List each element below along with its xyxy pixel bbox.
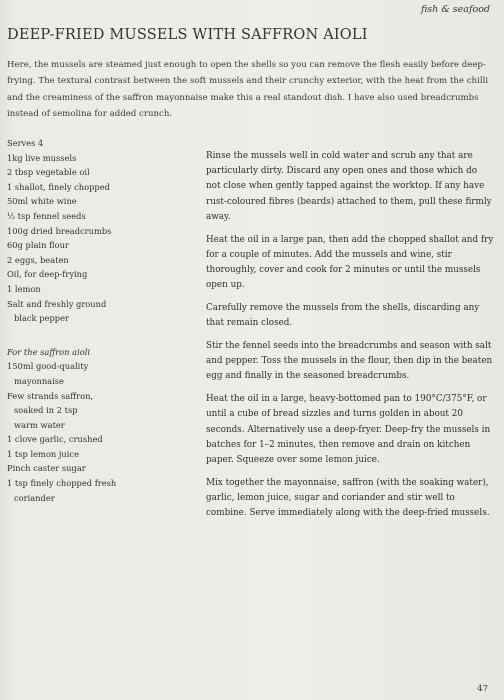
ingredient-item: 1 lemon <box>7 283 41 294</box>
ingredient-item: 60g plain flour <box>7 240 69 251</box>
aioli-ingredient-item: Few strands saffron, <box>7 390 94 401</box>
method-step: Stir the fennel seeds into the breadcrumbs and season with salt and pepper. Toss the mussels in the flour, then dip in the beaten egg and finally in the seasoned breadcrumbs. <box>206 341 493 382</box>
ingredient-item: 1 shallot, finely chopped <box>7 181 110 192</box>
ingredient-item: 100g dried breadcrumbs <box>7 225 112 236</box>
aioli-ingredient-item: Pinch caster sugar <box>7 463 86 474</box>
ingredient-item-continued: black pepper <box>14 313 69 324</box>
ingredient-item: 50ml white wine <box>7 196 77 207</box>
aioli-heading: For the saffron aioli <box>7 346 91 357</box>
ingredients-list <box>7 136 187 505</box>
method-step: Carefully remove the mussels from the shells, discarding any that remain closed. <box>206 303 480 329</box>
aioli-ingredient-item-continued: coriander <box>14 492 55 503</box>
serves-line: Serves 4 <box>7 138 44 148</box>
ingredient-item: Oil, for deep-frying <box>7 269 88 280</box>
ingredient-item: 2 tbsp vegetable oil <box>7 167 90 178</box>
aioli-ingredient-item: 1 tsp finely chopped fresh <box>7 478 117 489</box>
aioli-ingredient-item-continued: soaked in 2 tsp <box>14 405 78 416</box>
ingredient-item: Salt and freshly ground <box>7 298 107 309</box>
ingredient-item: ½ tsp fennel seeds <box>7 210 86 221</box>
aioli-ingredient-item: 1 tsp lemon juice <box>7 448 79 459</box>
page-number: 47 <box>477 684 488 694</box>
method-step: Heat the oil in a large pan, then add the chopped shallot and fry for a couple of minutes. Add the mussels and wine, stir thoroughly, cover and cook for 2 minutes or until the mussels open up. <box>206 234 494 291</box>
aioli-ingredient-item-continued: mayonnaise <box>14 375 64 386</box>
running-head: fish & seafood <box>420 4 490 15</box>
method-step: Mix together the mayonnaise, saffron (with the soaking water), garlic, lemon juice, sugar and coriander and stir well to combine. Serve immediately along with the deep-fried mussels. <box>206 477 490 519</box>
method-step: Rinse the mussels well in cold water and scrub any that are particularly dirty. Discard any open ones and those which do not close when gently tapped against the worktop. If any have rust-coloured fibres (beards) attached to them, pull these firmly away. <box>206 151 492 222</box>
aioli-ingredient-item: 150ml good-quality <box>7 361 89 372</box>
aioli-ingredient-item: 1 clove garlic, crushed <box>7 434 103 445</box>
method-step: Heat the oil in a large, heavy-bottomed pan to 190°C/375°F, or until a cube of bread sizzles and turns golden in about 20 seconds. Alternatively use a deep-fryer. Deep-fry the mussels in batches for 1–2 minutes, then remove and drain on kitchen paper. Squeeze over some lemon juice. <box>206 394 491 466</box>
aioli-ingredient-item-continued: warm water <box>14 419 65 430</box>
ingredient-item: 1kg live mussels <box>7 152 77 163</box>
ingredient-item: 2 eggs, beaten <box>7 254 69 265</box>
recipe-title: DEEP-FRIED MUSSELS WITH SAFFRON AIOLI <box>7 27 368 43</box>
method-steps <box>206 149 494 529</box>
recipe-intro: Here, the mussels are steamed just enough to open the shells so you can remove the flesh easily before deep-frying. The textural contrast between the soft mussels and their crunchy exterior, with the heat from the chilli and the creaminess of the saffron mayonnaise make this a real standout dish. I have also used breadcrumbs instead of semolina for added crunch. <box>7 60 489 119</box>
